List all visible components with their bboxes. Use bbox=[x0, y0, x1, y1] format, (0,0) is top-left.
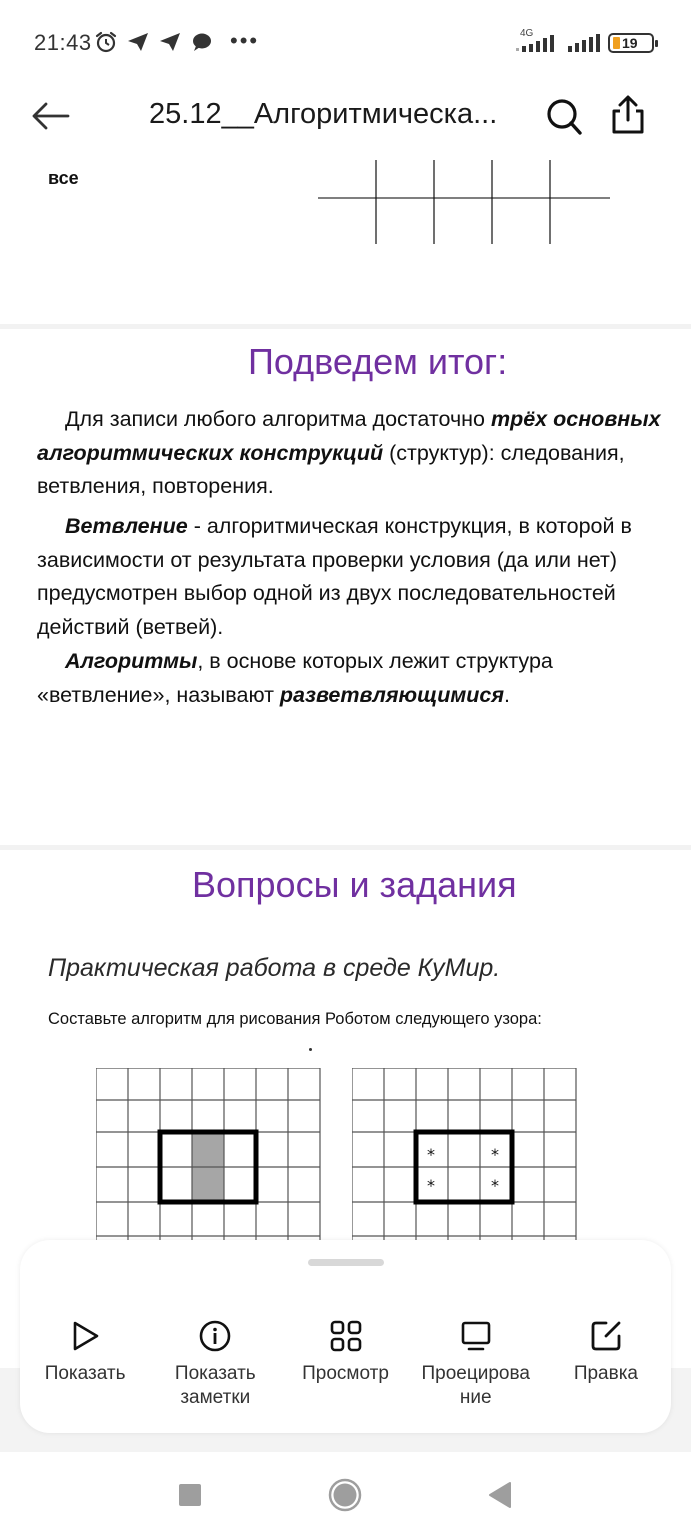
cast-button[interactable] bbox=[411, 1318, 541, 1410]
grid-view-icon bbox=[328, 1318, 364, 1354]
slide-questions[interactable] bbox=[0, 850, 691, 1242]
action-label: Проецирова ние bbox=[421, 1363, 530, 1408]
summary-paragraph-3: Алгоритмы, в основе которых лежит структура «ветвление», называют разветвляющимися. bbox=[37, 649, 553, 707]
document-title: 25.12__Алгоритмическа... bbox=[149, 98, 498, 130]
status-bar bbox=[0, 0, 691, 80]
network-type: 4G bbox=[520, 28, 534, 39]
battery-level: 19 bbox=[622, 35, 638, 51]
clock: 21:43 bbox=[34, 30, 92, 55]
edit-button[interactable] bbox=[541, 1318, 671, 1410]
share-icon[interactable] bbox=[608, 94, 648, 136]
action-label: Правка bbox=[573, 1363, 638, 1384]
robot-grid-shaded bbox=[96, 1068, 322, 1242]
present-button[interactable] bbox=[20, 1318, 150, 1410]
home-circle-icon[interactable] bbox=[328, 1478, 362, 1512]
signal-icon-sim2 bbox=[568, 34, 602, 54]
monitor-icon bbox=[458, 1318, 494, 1354]
summary-paragraph-2: Ветвление - алгоритмическая конструкция, в которой в зависимости от результата проверки условия (да или нет) предусмотрен выбор одной из двух последовательностей действий (ветвей). bbox=[37, 514, 632, 639]
stray-dot bbox=[309, 1048, 312, 1051]
slide-text-fragment: все bbox=[48, 168, 79, 188]
edit-icon bbox=[588, 1318, 624, 1354]
drag-handle[interactable] bbox=[308, 1259, 384, 1266]
star-marker: * bbox=[491, 1145, 499, 1164]
more-notifications-icon: ••• bbox=[230, 28, 260, 53]
search-icon[interactable] bbox=[544, 96, 584, 136]
system-nav-bar bbox=[0, 1452, 691, 1536]
slide-summary[interactable] bbox=[0, 329, 691, 843]
task-text: Составьте алгоритм для рисования Роботом следующего узора: bbox=[48, 1010, 542, 1028]
overview-button[interactable] bbox=[280, 1318, 410, 1410]
slides-view[interactable] bbox=[0, 152, 691, 1242]
back-triangle-icon[interactable] bbox=[484, 1478, 518, 1512]
chat-icon bbox=[190, 30, 214, 54]
star-marker: * bbox=[427, 1145, 435, 1164]
star-marker: * bbox=[427, 1176, 435, 1195]
telegram-icon bbox=[158, 30, 182, 54]
recents-square-icon[interactable] bbox=[173, 1478, 207, 1512]
action-label: Просмотр bbox=[302, 1363, 389, 1384]
telegram-icon bbox=[126, 30, 150, 54]
info-icon bbox=[197, 1318, 233, 1354]
slide-previous[interactable] bbox=[0, 152, 691, 324]
actions-row bbox=[20, 1318, 671, 1410]
action-label: Показать bbox=[44, 1363, 126, 1384]
line-diagram bbox=[318, 160, 610, 244]
slide-subtitle: Практическая работа в среде КуМир. bbox=[48, 954, 501, 982]
robot-grid-stars bbox=[352, 1068, 578, 1242]
app-toolbar bbox=[0, 80, 691, 152]
present-with-notes-button[interactable] bbox=[150, 1318, 280, 1410]
battery-icon bbox=[608, 33, 654, 53]
slide-title: Подведем итог: bbox=[248, 341, 508, 382]
slide-title: Вопросы и задания bbox=[192, 864, 517, 905]
play-icon bbox=[67, 1318, 103, 1354]
star-marker: * bbox=[491, 1176, 499, 1195]
action-label: Показать заметки bbox=[174, 1363, 256, 1408]
back-arrow-icon[interactable] bbox=[28, 94, 72, 138]
alarm-icon bbox=[94, 30, 118, 54]
actions-bottom-sheet bbox=[20, 1240, 671, 1433]
signal-icon bbox=[516, 34, 562, 54]
summary-paragraph-1: Для записи любого алгоритма достаточно трёх основных алгоритмических конструкций (структур): следования, ветвления, повторения. bbox=[37, 407, 661, 498]
